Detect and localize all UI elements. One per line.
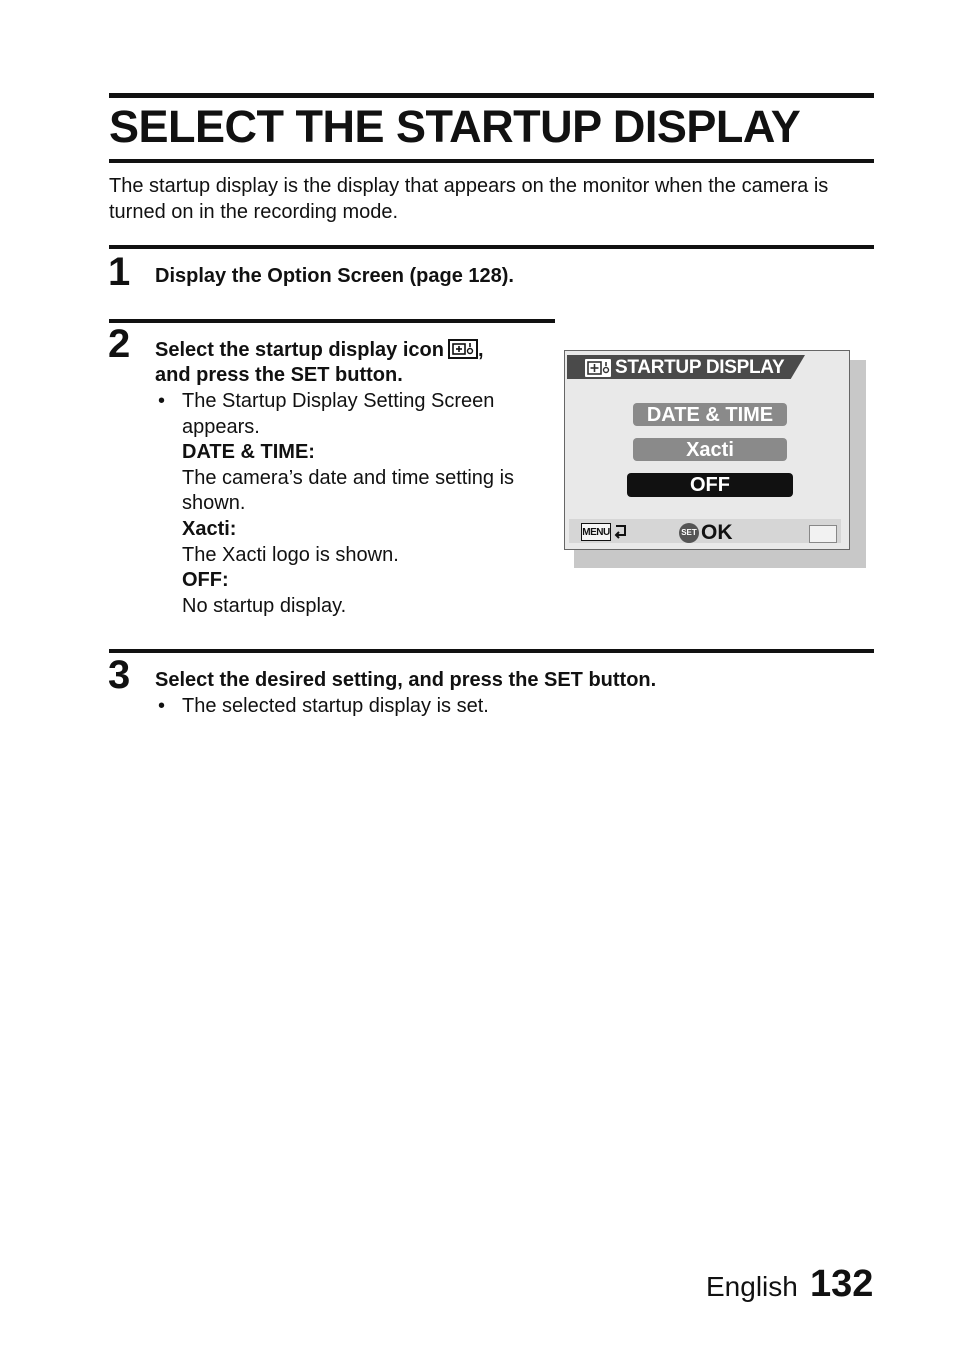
return-icon xyxy=(613,523,629,541)
step-2-bullet-text: The Startup Display Setting Screen appears. xyxy=(182,390,495,438)
step-2-heading-line2: and press the SET button. xyxy=(155,364,403,386)
ok-label: OK xyxy=(701,521,733,544)
title-bottom-rule xyxy=(109,159,874,163)
page-number: 132 xyxy=(810,1263,874,1305)
step-2-bullet xyxy=(158,389,548,619)
title-top-rule xyxy=(109,93,874,98)
option-date-time-label: DATE & TIME: xyxy=(182,441,315,464)
screen-title: STARTUP DISPLAY xyxy=(615,357,785,378)
option-date-time-desc: The camera’s date and time setting is shown. xyxy=(182,466,515,515)
step-2-number: 2 xyxy=(108,322,131,366)
step-1-rule xyxy=(109,245,874,249)
option-xacti-label: Xacti: xyxy=(182,517,237,540)
startup-display-icon xyxy=(585,359,611,377)
page-title: SELECT THE STARTUP DISPLAY xyxy=(109,101,801,152)
step-2-rule xyxy=(109,319,555,323)
camera-screen xyxy=(564,350,850,550)
set-icon: SET xyxy=(679,523,699,543)
menu-icon: MENU xyxy=(581,523,611,541)
option-xacti-desc: The Xacti logo is shown. xyxy=(182,543,399,566)
step-2-heading-line1: Select the startup display icon xyxy=(155,339,444,361)
footer-language: English xyxy=(706,1271,798,1302)
step-1-heading: Display the Option Screen (page 128). xyxy=(155,265,514,287)
intro-paragraph: The startup display is the display that appears on the monitor when the camera is turned on in the recording mode. xyxy=(109,175,829,223)
step-3-bullet xyxy=(158,694,758,720)
screen-option-off-selected[interactable]: OFF xyxy=(627,473,793,497)
step-3-bullet-text: The selected startup display is set. xyxy=(182,695,489,717)
step-3-heading: Select the desired setting, and press the SET button. xyxy=(155,669,657,691)
card-icon xyxy=(809,525,837,543)
bullet-dot: • xyxy=(158,390,166,412)
step-3-number: 3 xyxy=(108,653,131,697)
option-off-desc: No startup display. xyxy=(182,594,347,617)
step-1-number: 1 xyxy=(108,250,131,294)
screen-option-xacti[interactable]: Xacti xyxy=(633,438,787,461)
step-2-heading xyxy=(155,338,555,388)
step-3-rule xyxy=(109,649,874,653)
step-2-heading-comma: , xyxy=(477,339,484,361)
startup-display-icon xyxy=(448,339,478,359)
screen-option-date-time[interactable]: DATE & TIME xyxy=(633,403,787,426)
bullet-dot: • xyxy=(158,695,166,717)
option-off-label: OFF: xyxy=(182,569,229,592)
